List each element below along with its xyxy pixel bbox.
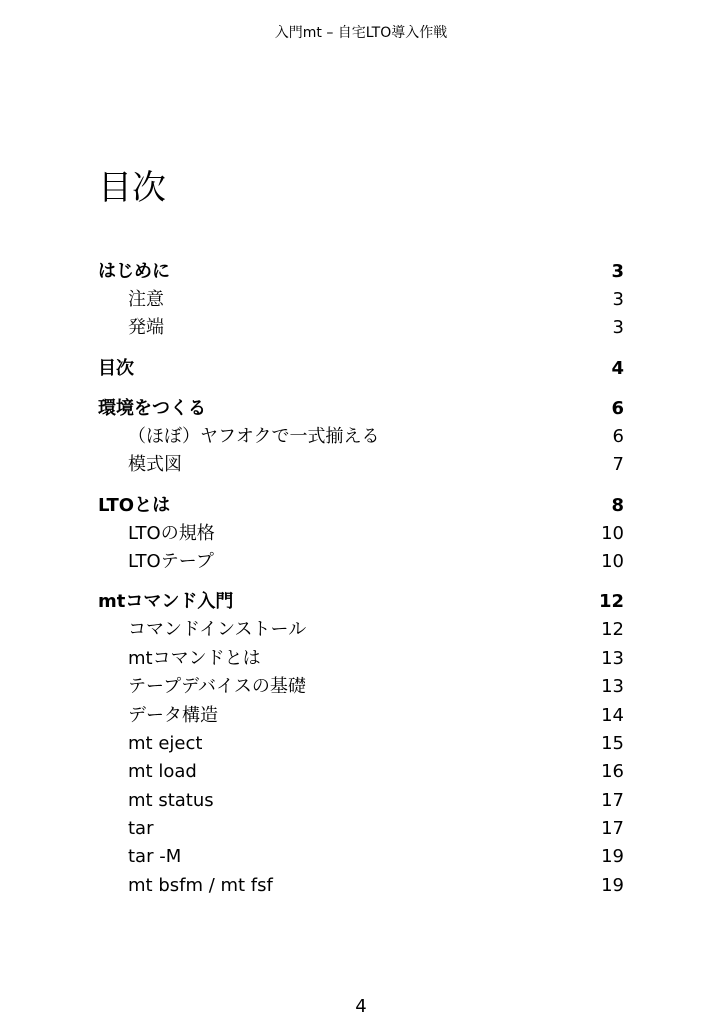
toc-section-page: 19 — [601, 846, 624, 868]
toc-section-title: LTOテープ — [128, 550, 214, 572]
toc-chapter-page: 6 — [611, 397, 624, 419]
toc-section-title: mt status — [128, 789, 214, 811]
toc-section[interactable] — [98, 286, 624, 314]
toc-section-title: mt bsfm / mt fsf — [128, 874, 273, 896]
toc-section[interactable] — [98, 702, 624, 730]
toc-section[interactable] — [98, 616, 624, 644]
toc-chapter-page: 12 — [598, 591, 624, 613]
toc-section[interactable] — [98, 548, 624, 576]
toc-section-page: 6 — [612, 425, 624, 447]
toc-section-page: 15 — [601, 732, 624, 754]
toc-section-title: mt eject — [128, 732, 203, 754]
toc-section-page: 3 — [612, 317, 624, 339]
toc-section-page: 17 — [601, 818, 624, 840]
toc-section-title: mt load — [128, 761, 197, 783]
toc-section[interactable] — [98, 520, 624, 548]
toc-section[interactable] — [98, 645, 624, 673]
toc-section-title: テープデバイスの基礎 — [128, 676, 306, 698]
toc-section-title: tar -M — [128, 846, 182, 868]
toc-section-page: 13 — [601, 647, 624, 669]
toc-chapter-title: LTOとは — [98, 494, 171, 516]
toc-chapter-title: mtコマンド入門 — [98, 591, 234, 613]
toc-section-page: 7 — [612, 454, 624, 476]
toc-section-page: 10 — [601, 522, 624, 544]
toc-section-page: 13 — [601, 676, 624, 698]
toc-section[interactable] — [98, 815, 624, 843]
toc-section[interactable] — [98, 787, 624, 815]
toc-chapter-page: 3 — [611, 261, 624, 282]
toc-section-page: 12 — [601, 619, 624, 641]
toc-section-page: 3 — [612, 289, 624, 310]
toc-section-title: 発端 — [128, 317, 164, 339]
toc-section-page: 14 — [601, 704, 624, 726]
running-header: 入門mt – 自宅LTO導入作戦 — [274, 25, 448, 41]
toc-section[interactable] — [98, 872, 624, 900]
toc-section-title: 注意 — [128, 289, 164, 310]
toc-section-page: 16 — [601, 761, 624, 783]
toc-section[interactable] — [98, 758, 624, 786]
toc-chapter[interactable] — [98, 395, 624, 423]
toc-section-title: （ほぼ）ヤフオクで一式揃える — [128, 425, 380, 447]
toc-section[interactable] — [98, 843, 624, 871]
table-of-contents — [98, 258, 624, 900]
toc-section-title: コマンドインストール — [128, 619, 307, 641]
toc-section-title: LTOの規格 — [128, 522, 215, 544]
toc-chapter-title: はじめに — [98, 261, 170, 282]
toc-section-title: 模式図 — [128, 454, 182, 476]
toc-section[interactable] — [98, 730, 624, 758]
toc-section-page: 17 — [601, 789, 624, 811]
toc-chapter[interactable] — [98, 355, 624, 383]
toc-section[interactable] — [98, 423, 624, 451]
toc-chapter-page: 8 — [611, 494, 624, 516]
toc-section-title: mtコマンドとは — [128, 647, 261, 669]
toc-section[interactable] — [98, 673, 624, 701]
page-number: 4 — [355, 996, 367, 1017]
toc-section[interactable] — [98, 451, 624, 479]
toc-chapter[interactable] — [98, 588, 624, 616]
toc-chapter[interactable] — [98, 492, 624, 520]
page-title: 目次 — [98, 168, 166, 208]
toc-chapter[interactable] — [98, 258, 624, 286]
toc-section-page: 10 — [601, 550, 624, 572]
toc-chapter-title: 目次 — [98, 357, 134, 379]
toc-section-title: データ構造 — [128, 704, 218, 726]
toc-section[interactable] — [98, 314, 624, 342]
toc-chapter-page: 4 — [611, 357, 624, 379]
toc-section-page: 19 — [601, 874, 624, 896]
toc-chapter-title: 環境をつくる — [98, 397, 206, 419]
toc-section-title: tar — [128, 818, 154, 840]
